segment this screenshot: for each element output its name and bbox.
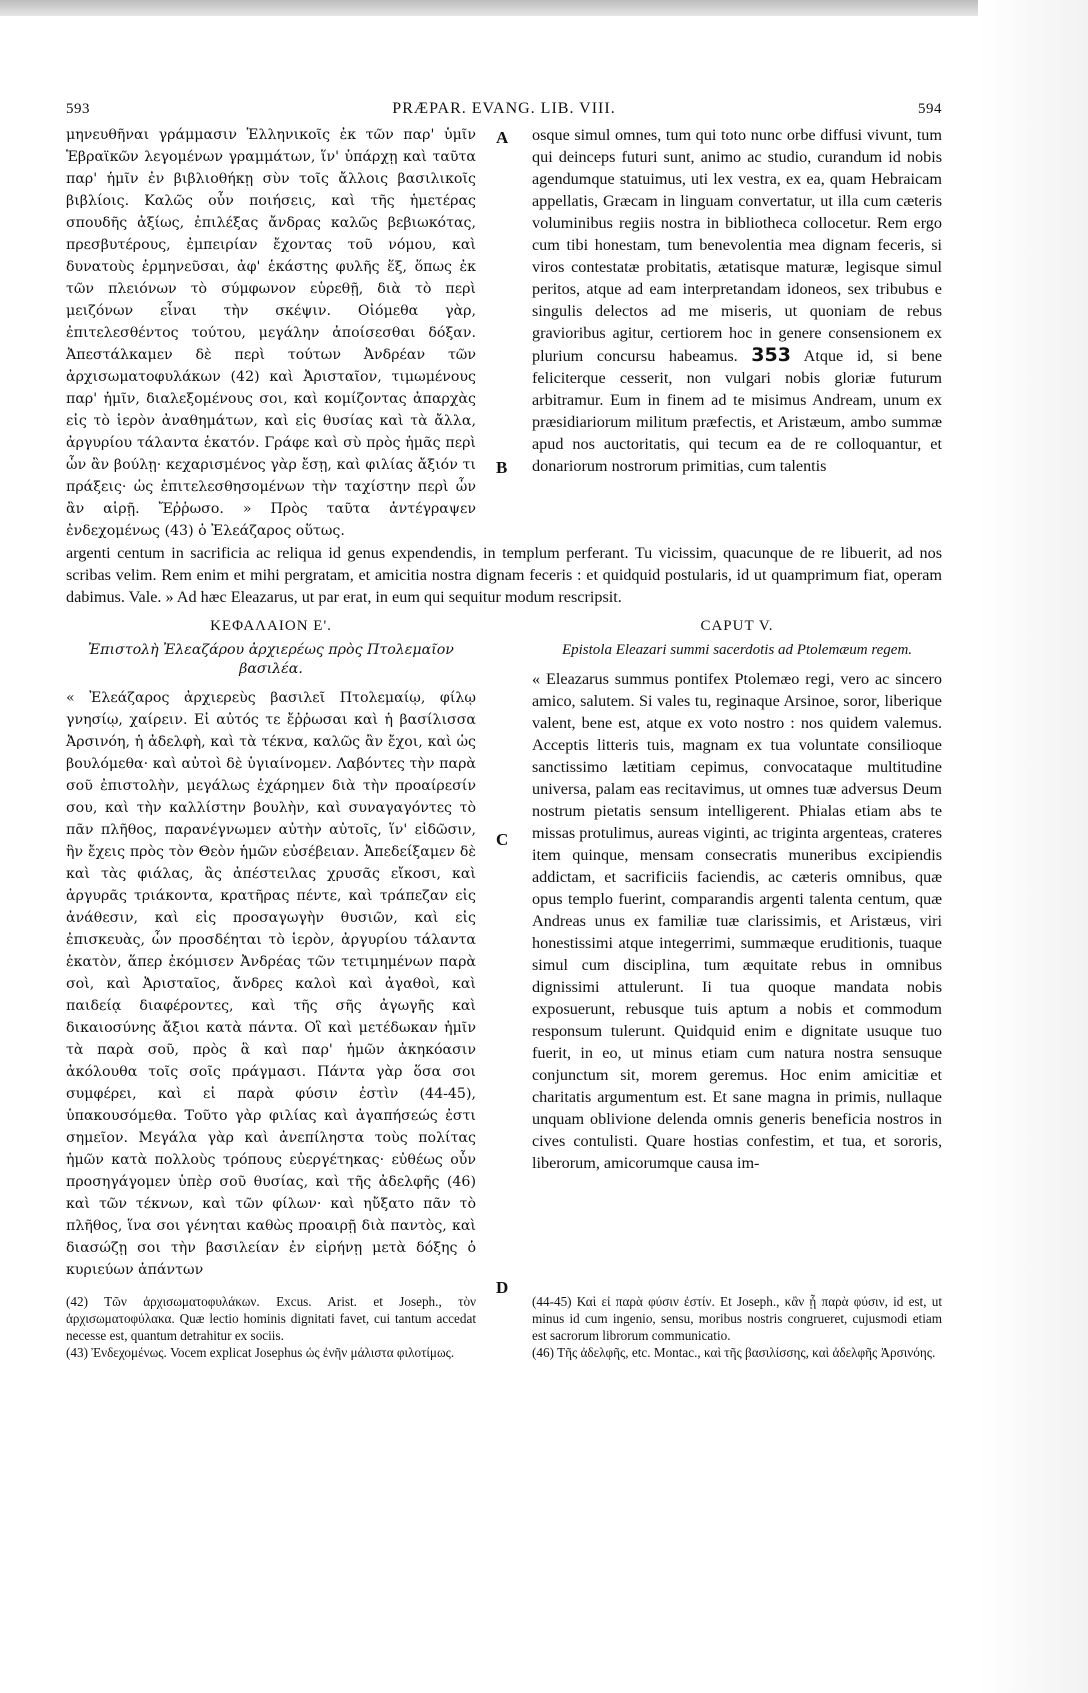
- footnotes-right: [532, 1293, 942, 1361]
- latin-letter-body: « Eleazarus summus pontifex Ptolemæo regi, vero ac sincero amico, salutem. Si vales tu, reginaque Arsinoe, soror, liberique valent, bene est, atque ex voto nostro : nos quidem valemus. Acceptis litteris tuis, magnam ex tua voluntate consilioque sanctissimo lætitiam cepimus, convocataque multitudine universa, palam eas recitavimus, ut omnes tuæ adversus Deum nostrum pietatis sensum intelligerent. Phialas etiam abs te missas protulimus, aureas viginti, ac triginta argenteas, crateres item quinque, mensam consecratis muneribus excipiendis addictam, et sacrificiis faciendis, ac cæteris omnibus, quæ opus templo fuerint, comparandis argenti talenta centum, quæ Andreas unus ex familiæ tuæ clarissimis, et Aristæus, viri honestissimi atque integerrimi, summæque eruditionis, tuaque simul cum disciplina, tum æquitate rebus in omnibus dignissimi attulerunt. Ii tua quoque mandata nobis exposuerunt, rebusque tuis aptum a nobis et commodum responsum tulerunt. Quidquid enim e dignitate usuque tuo fuerit, in eo, ut minus etiam cum natura nostra sensuque conjunctum sit, morem geremus. Hoc enim amicitiæ et charitatis argumentum est. Et sane magna in primis, nullaque unquam oblivione delenda omnis generis beneficia nostros in cives contulisti. Quare hostias confestim, et tua, et sororis, liberorum, amicorumque causa im-: [532, 670, 942, 1172]
- running-head: [66, 100, 942, 118]
- page-number-left: 593: [66, 101, 90, 117]
- margin-letter-b: B: [496, 458, 508, 477]
- footnotes-left: [66, 1293, 476, 1361]
- footnote-44-45: (44-45) Καὶ εἰ παρὰ φύσιν ἐστίν. Et Joseph., κἂν ᾖ παρὰ φύσιν, id est, ut minus id cum ingenio, sensu, moribus nostris congrueret, cujusmodi etiam est sacrorum librorum communicatio.: [532, 1294, 942, 1343]
- running-title: PRÆPAR. EVANG. LIB. VIII.: [392, 100, 616, 117]
- latin-column-top: [532, 124, 942, 542]
- latin-column-chapter: [532, 608, 942, 1281]
- footnote-46: (46) Τῆς ἀδελφῆς, etc. Montac., καὶ τῆς βασιλίσσης, καὶ ἀδελφῆς Ἀρσινόης.: [532, 1345, 936, 1360]
- latin-paragraph-top: [532, 124, 942, 477]
- footnote-42: (42) Τῶν ἀρχισωματοφυλάκων. Excus. Arist. et Joseph., τὸν ἀρχισωματοφύλακα. Quæ lectio hominis dignitati favet, cui tantum accedat necesse est, quantum detrahitur ex sociis.: [66, 1294, 476, 1343]
- margin-letters-bottom: [492, 608, 516, 1297]
- margin-letters-top: [492, 124, 516, 542]
- greek-paragraph-top: μηνευθῆναι γράμμασιν Ἑλληνικοῖς ἐκ τῶν παρ' ὑμῖν Ἑβραϊκῶν λεγομένων γραμμάτων, ἵν' ὑπάρχῃ καὶ ταῦτα παρ' ἡμῖν ἐν βιβλιοθήκῃ σὺν τοῖς ἄλλοις βασιλικοῖς βιβλίοις. Καλῶς οὖν ποιήσεις, καὶ τῆς ἡμετέρας σπουδῆς ἀξίως, ἐπιλέξας ἄνδρας καλῶς βεβιωκότας, πρεσβυτέρους, ἐμπειρίαν ἔχοντας τοῦ νόμου, καὶ δυνατοὺς ἑρμηνεῦσαι, ἀφ' ἑκάστης φυλῆς ἕξ, ὅπως ἐκ τῶν πλειόνων τὸ σύμφωνον εὑρεθῇ, διὰ τὸ περὶ μειζόνων εἶναι τὴν σκέψιν. Οἰόμεθα γὰρ, ἐπιτελεσθέντος τούτου, μεγάλην ἀποίσεσθαι δόξαν. Ἀπεστάλκαμεν δὲ περὶ τούτων Ἀνδρέαν τῶν ἀρχισωματοφυλάκων (42) καὶ Ἀρισταῖον, τιμωμένους παρ' ἡμῖν, διαλεξομένους σοι, καὶ κομίζοντας ἀπαρχὰς εἰς τὸ ἱερὸν ἀναθημάτων, καὶ εἰς θυσίας καὶ τὰ ἄλλα, ἀργυρίου τάλαντα ἑκατόν. Γράφε καὶ σὺ πρὸς ἡμᾶς περὶ ὧν ἂν βούλῃ· κεχαρισμένος γὰρ ἔσῃ, καὶ φιλίας ἄξιόν τι πράξεις· ὡς ἐπιτελεσθησομένων τὴν ταχίστην περὶ ὧν ἂν αἱρῇ. Ἔῤῥωσο. » Πρὸς ταῦτα ἀντέγραψεν ἐνδεχομένως (43) ὁ Ἐλεάζαρος οὕτως.: [66, 127, 476, 539]
- margin-letter-c: C: [496, 830, 509, 849]
- scan-top-edge: [0, 0, 1088, 16]
- top-columns: [66, 124, 942, 542]
- footnote-43: (43) Ἐνδεχομένως. Vocem explicat Josephus ὡς ἐνῆν μάλιστα φιλοτίμως.: [66, 1345, 455, 1360]
- latin-text-b: Atque id, si bene feliciterque cesserit, non vulgari nobis gloriæ futurum arbitramur. Eum in finem ad te misimus Andream, unum ex præsidiariorum militum præfectis, et Aristæum, ambo summæ apud nos auctoritatis, qui tecum ea de re colloquantur, et donariorum nostrorum primitias, cum talentis: [532, 347, 943, 475]
- latin-chapter-subtitle: Epistola Eleazari summi sacerdotis ad Ptolemæum regem.: [561, 642, 913, 658]
- greek-chapter-subtitle: Ἐπιστολὴ Ἐλεαζάρου ἀρχιερέως πρὸς Πτολεμαῖον βασιλέα.: [88, 642, 454, 677]
- page-number-right: 594: [918, 101, 942, 117]
- full-width-paragraph: argenti centum in sacrificia ac reliqua id genus expendendis, in templum perferant. Tu vicissim, quacunque de re libuerit, ad nos scribas velim. Rem enim et mihi pergratam, et amicitia nostra dignam feceris : et quidquid postularis, id ut quamprimum fiat, operam dabimus. Vale. » Ad hæc Eleazarus, ut par erat, in eum qui sequitur modum rescripsit.: [66, 544, 942, 606]
- page: [66, 100, 942, 1361]
- greek-letter-body: « Ἐλεάζαρος ἀρχιερεὺς βασιλεῖ Πτολεμαίῳ, φίλῳ γνησίῳ, χαίρειν. Εἰ αὐτός τε ἔῤῥωσαι καὶ ἡ βασίλισσα Ἀρσινόη, ἡ ἀδελφὴ, καὶ τὰ τέκνα, καλῶς ἂν ἔχοι, καὶ ὡς βουλόμεθα· καὶ αὐτοὶ δὲ ὑγιαίνομεν. Λαβόντες τὴν παρὰ σοῦ ἐπιστολὴν, μεγάλως ἐχάρημεν διὰ τὴν προαίρεσίν σου, καὶ τὴν καλλίστην βουλὴν, καὶ συναγαγόντες τὸ πᾶν πλῆθος, παρανέγνωμεν αὐτὴν αὐτοῖς, ἵν' εἰδῶσιν, ἣν ἔχεις πρὸς τὸν Θεὸν ἡμῶν εὐσέβειαν. Ἀπεδείξαμεν δὲ καὶ τὰς φιάλας, ἃς ἀπέστειλας χρυσᾶς εἴκοσι, καὶ ἀργυρᾶς τριάκοντα, κρατῆρας πέντε, καὶ τράπεζαν εἰς ἀνάθεσιν, καὶ εἰς προσαγωγὴν θυσιῶν, καὶ εἰς ἐπισκευὰς, ὧν προσδέηται τὸ ἱερὸν, ἀργυρίου τάλαντα ἑκατὸν, ἅπερ ἐκόμισεν Ἀνδρέας τῶν τετιμημένων παρὰ σοὶ, καὶ Ἀρισταῖος, ἄνδρες καλοὶ καὶ ἀγαθοὶ, καὶ παιδείᾳ διαφέροντες, καὶ τῆς σῆς ἀγωγῆς καὶ δικαιοσύνης ἄξιοι κατὰ πάντα. Οἳ καὶ μετέδωκαν ἡμῖν τὰ παρὰ σοῦ, πρὸς ἃ καὶ παρ' ἡμῶν ἀκηκόασιν ἀκόλουθα τοῖς σοῖς πράγμασι. Πάντα γὰρ ὅσα σοι συμφέρει, καὶ εἰ παρὰ φύσιν ἐστὶν (44-45), ὑπακουσόμεθα. Τοῦτο γὰρ φιλίας καὶ ἀγαπήσεώς ἐστι σημεῖον. Μεγάλα γὰρ καὶ ἀνεπίληστα τοὺς πολίτας ἡμῶν κατὰ πολλοὺς τρόπους εὐεργέτηκας· εὐθέως οὖν προσηγάγομεν ὑπὲρ σοῦ θυσίας, καὶ τῆς ἀδελφῆς (46) καὶ τῶν τέκνων, καὶ τῶν φίλων· καὶ ηὔξατο πᾶν τὸ πλῆθος, ἵνα σοι γένηται καθὼς προαιρῇ διὰ παντὸς, καὶ διασώζῃ σοι τὴν βασιλείαν ἐν εἰρήνῃ μετὰ δόξης ὁ κυριεύων ἁπάντων: [66, 690, 476, 1278]
- footnotes: [66, 1293, 942, 1361]
- margin-column-number: 353: [751, 344, 791, 366]
- latin-text-a: osque simul omnes, tum qui toto nunc orbe diffusi vivunt, tum qui deinceps futuri sunt, animo ac studio, curandum id nobis agendumque statuimus, uti lex vestra, ex ea, quam Hebraicam appellatis, Græcam in linguam convertatur, ut illa cum cæteris voluminibus regiis nostra in bibliotheca collocetur. Rem ergo cum tibi honestam, tum benevolentia mea dignam feceris, si viros contestatæ probitatis, ætatisque maturæ, legisque simul peritos, atque ad eam interpretandam idoneos, sex tribubus e singulis delectos ad me miseris, ut quoniam de rebus gravioribus agitur, certiorem hoc in genere consensionem ex plurium concursu habeamus.: [532, 126, 942, 365]
- latin-chapter-heading: CAPUT V.: [700, 618, 774, 634]
- margin-letter-a: A: [496, 128, 509, 147]
- footnotes-gutter: [492, 1293, 516, 1361]
- full-width-continuation: [66, 542, 942, 608]
- greek-column-chapter: [66, 608, 476, 1281]
- chapter-columns: [66, 608, 942, 1297]
- margin-letter-d: D: [496, 1278, 509, 1297]
- greek-chapter-heading: ΚΕΦΑΛΑΙΟΝ Ε'.: [210, 618, 332, 634]
- scan-right-edge: [978, 0, 1088, 1693]
- greek-column-top: [66, 124, 476, 542]
